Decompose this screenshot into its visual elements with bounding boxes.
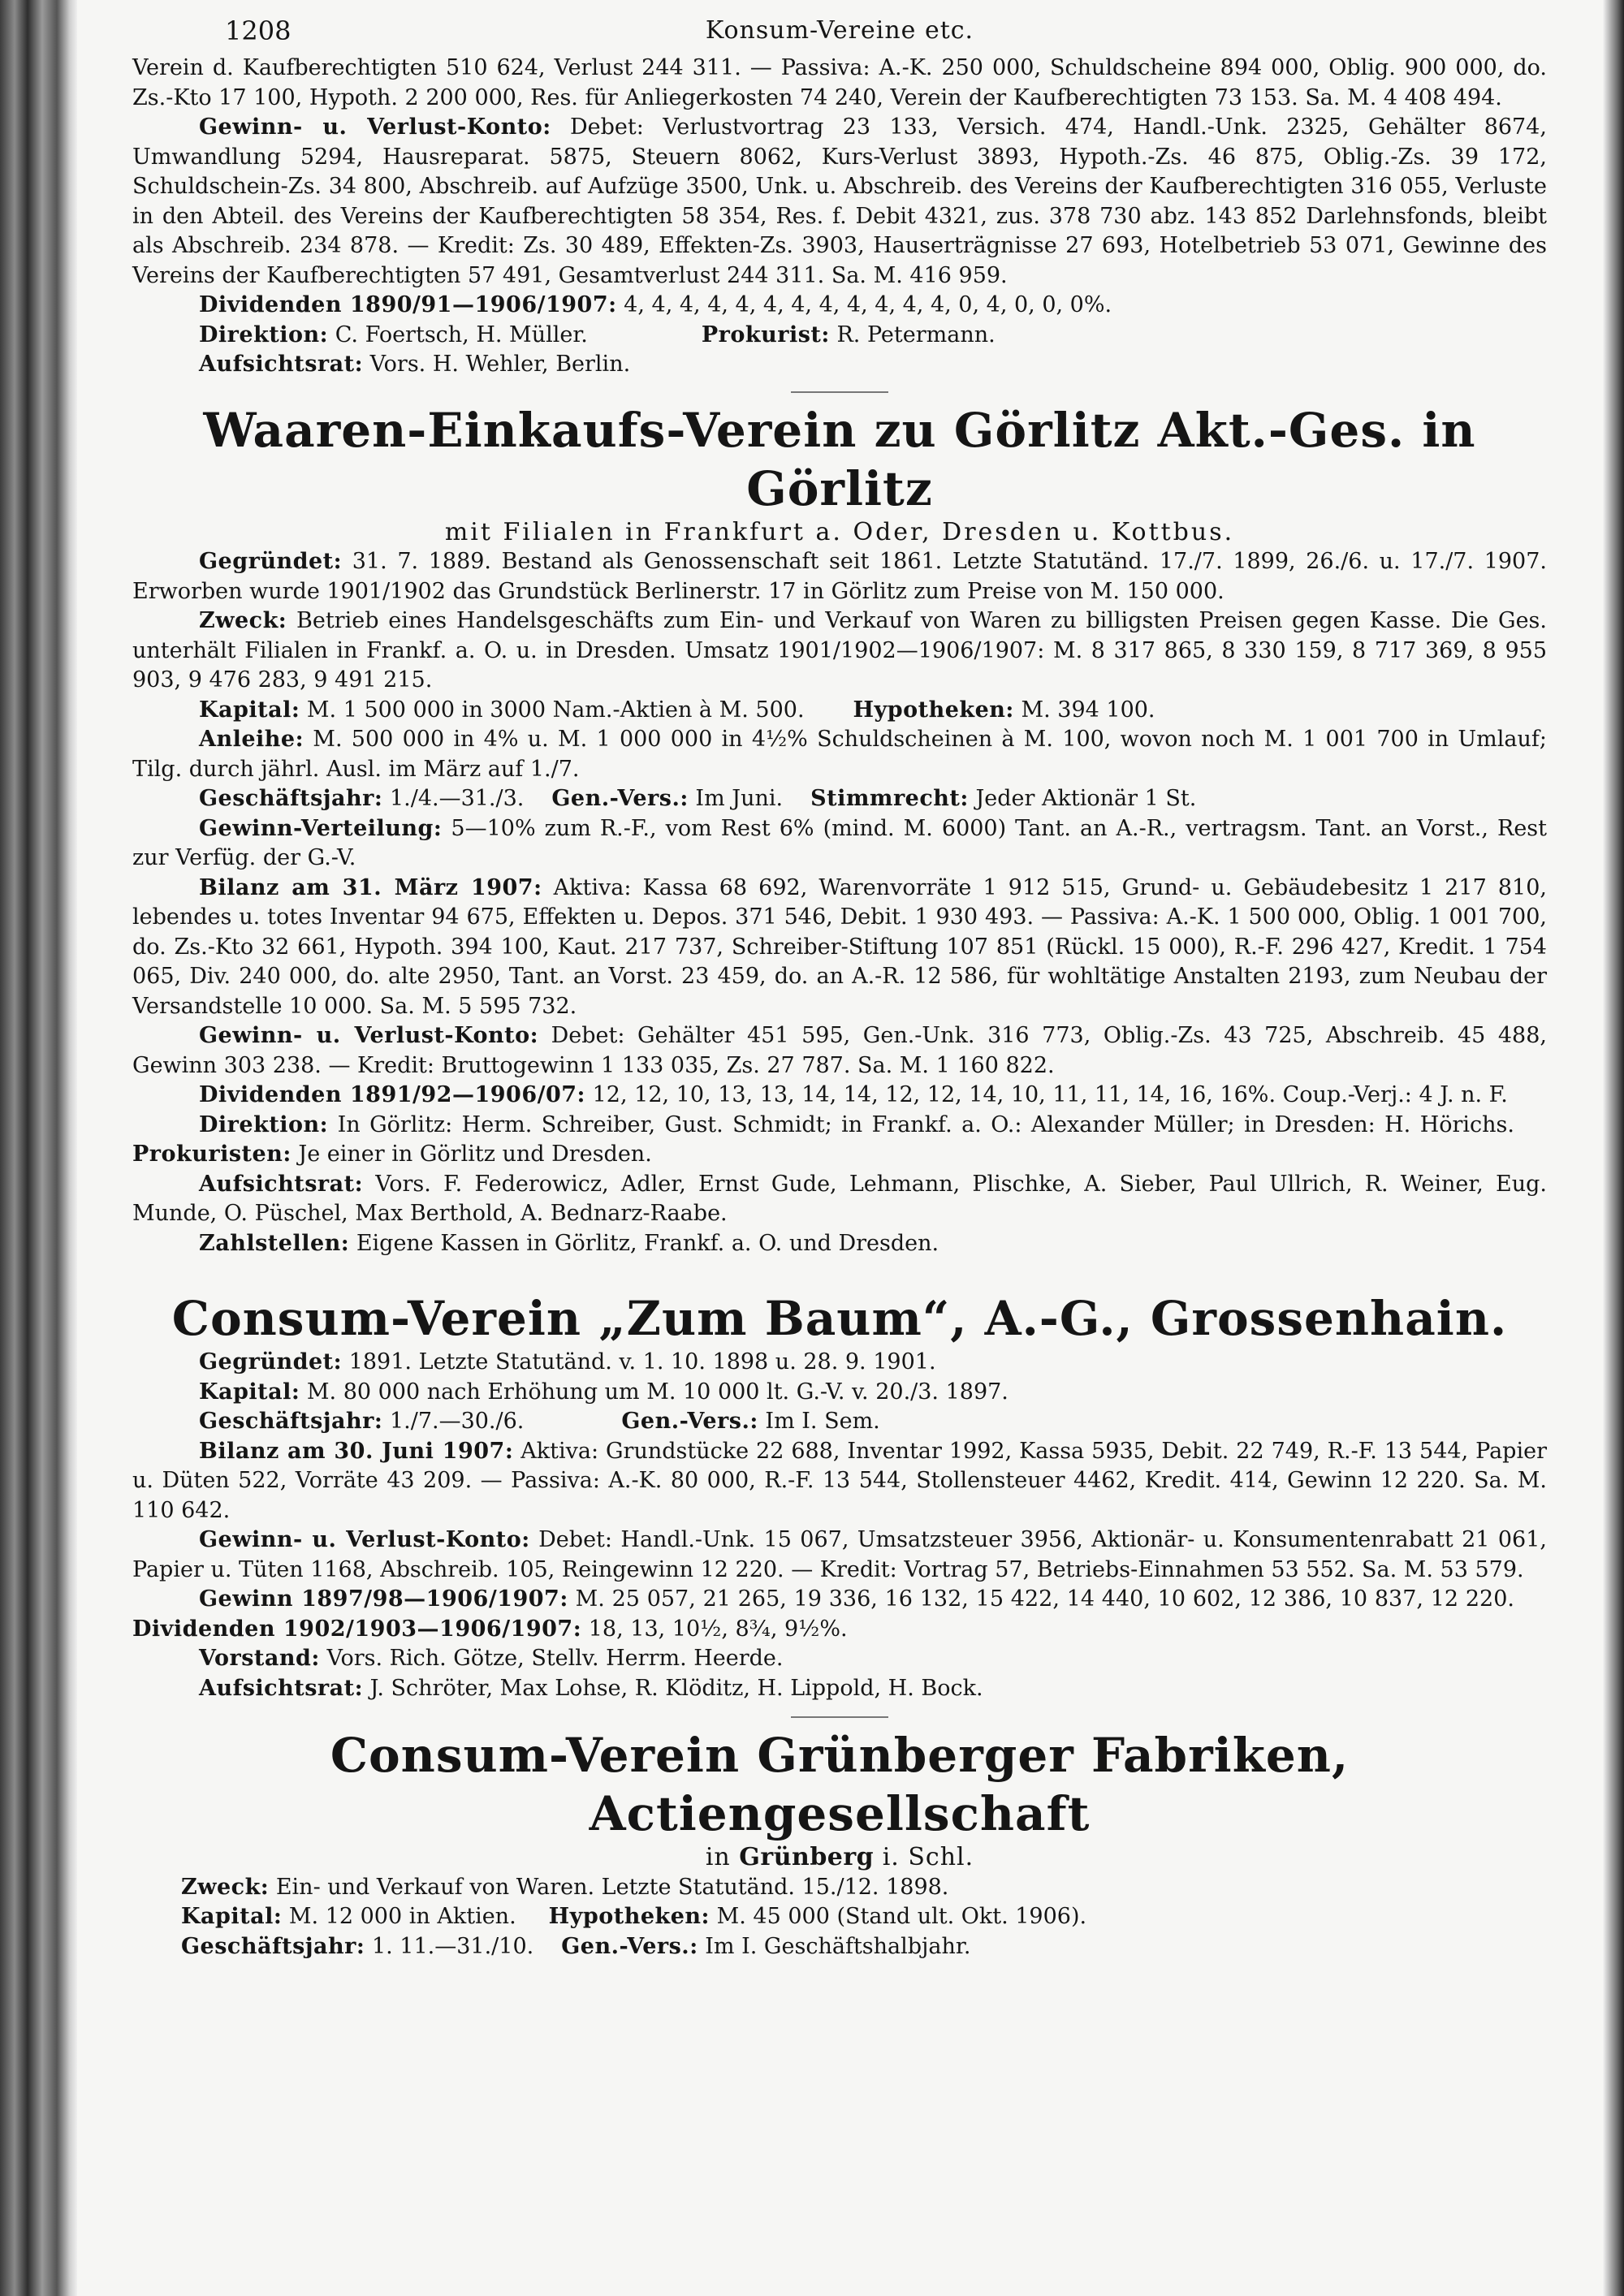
zahlstellen-label: Zahlstellen: [199, 1230, 350, 1256]
entry-consum-verein-gruenberger [132, 1726, 1547, 1962]
gv-konto-text: Debet: Handl.-Unk. 15 067, Umsatzsteuer 3956, Aktionär- u. Konsumentenrabatt 21 061, Papier u. Tüten 1168, Abschreib. 105, Reingewinn 12 220. — Kredit: Vortrag 57, Betriebs-Einnahmen 53 552. Sa. M. 53 579. [132, 1527, 1547, 1582]
stimmrecht-label: Stimmrecht: [810, 786, 969, 811]
hypotheken-label: Hypotheken: [548, 1904, 710, 1929]
entry-waaren-einkaufs-verein [132, 401, 1547, 1259]
gv-konto-label: Gewinn- u. Verlust-Konto: [199, 1527, 530, 1552]
entry-continued [132, 54, 1547, 380]
geschaeftsjahr-label: Geschäftsjahr: [181, 1933, 365, 1959]
gegruendet-text: 31. 7. 1889. Bestand als Genossenschaft seit 1861. Letzte Statutänd. 17./7. 1899, 26./6. u. 17./7. 1907. Erworben wurde 1901/1902 das Grundstück Berlinerstr. 17 in Görlitz zum Preise von M. 150 000. [132, 549, 1547, 604]
zweck-label: Zweck: [199, 608, 287, 633]
aufsichtsrat-text: J. Schröter, Max Lohse, R. Klöditz, H. Lippold, H. Bock. [363, 1675, 983, 1701]
hypotheken-text: M. 45 000 (Stand ult. Okt. 1906). [710, 1904, 1087, 1929]
entry-subtitle: mit Filialen in Frankfurt a. Oder, Dresden u. Kottbus. [444, 517, 1235, 546]
anleihe-paragraph [132, 725, 1547, 784]
gegruendet-paragraph [132, 1348, 1547, 1378]
direktion-label: Direktion: [199, 1111, 329, 1137]
geschaeftsjahr-text: 1./7.—30./6. [382, 1409, 525, 1434]
prev-div-label: Dividenden 1890/91—1906/1907: [199, 292, 617, 317]
page-content [132, 16, 1547, 1962]
geschaeftsjahr-paragraph [132, 1407, 1547, 1437]
direktion-text: In Görlitz: Herm. Schreiber, Gust. Schmidt; in Frankf. a. O.: Alexander Müller; in Dresden: H. Hörichs. [328, 1111, 1514, 1137]
page-header [132, 16, 1547, 54]
subtitle-prefix: in [705, 1843, 740, 1871]
bilanz-label: Bilanz am 31. März 1907: [199, 874, 542, 900]
prev-gv-text: Debet: Verlustvortrag 23 133, Versich. 474, Handl.-Unk. 2325, Gehälter 8674, Umwandlung 5294, Hausreparat. 5875, Steuern 8062, Kurs-Verlust 3893, Hypoth.-Zs. 46 875, Oblig.-Zs. 39 172, Schuldschein-Zs. 34 800, Abschreib. auf Aufzüge 3500, Unk. u. Abschreib. des Vereins der Kaufberechtigten 316 055, Verluste in den Abteil. des Vereins der Kaufberechtigten 58 354, Res. f. Debit 4321, zus. 378 730 abz. 143 852 Darlehnsfonds, bleibt als Abschreib. 234 878. — Kredit: Zs. 30 489, Effekten-Zs. 3903, Hauserträgnisse 27 693, Hotelbetrieb 53 071, Gewinne des Vereins der Kaufberechtigten 57 491, Gesamtverlust 244 311. Sa. M. 416 959. [132, 114, 1547, 288]
prev-gv-label: Gewinn- u. Verlust-Konto: [199, 114, 551, 140]
gewinn-verteilung-text: 5—10% zum R.-F., vom Rest 6% (mind. M. 6000) Tant. an A.-R., vertragsm. Tant. an Vorst., Rest zur Verfüg. der G.-V. [132, 815, 1547, 870]
aufsichtsrat-text: Vors. F. Federowicz, Adler, Ernst Gude, Lehmann, Plischke, A. Sieber, Paul Ullrich, R. Weiner, Eug. Munde, O. Püschel, Max Berthold, A. Bednarz-Raabe. [132, 1171, 1547, 1226]
prev-gv-paragraph [132, 113, 1547, 291]
section-divider [791, 1716, 888, 1718]
zweck-text: Betrieb eines Handelsgeschäfts zum Ein- und Verkauf von Waren zu billigsten Preisen gegen Kasse. Die Ges. unterhält Filialen in Frankf. a. O. u. in Dresden. Umsatz 1901/1902—1906/1907: M. 8 317 865, 8 330 159, 8 717 369, 8 955 903, 9 476 283, 9 491 215. [132, 608, 1547, 693]
section-divider [791, 391, 888, 393]
anleihe-text: M. 500 000 in 4% u. M. 1 000 000 in 4½% Schuldscheinen à M. 100, wovon noch M. 1 001 700 in Umlauf; Tilg. durch jährl. Ausl. im März auf 1./7. [132, 727, 1547, 782]
gen-vers-label: Gen.-Vers.: [621, 1409, 758, 1434]
zweck-label: Zweck: [181, 1874, 270, 1900]
entry-subtitle [132, 1843, 1547, 1873]
kapital-text: M. 12 000 in Aktien. [282, 1904, 516, 1929]
kapital-paragraph [132, 1378, 1547, 1408]
bilanz-paragraph [132, 874, 1547, 1022]
gegruendet-text: 1891. Letzte Statutänd. v. 1. 10. 1898 u. 28. 9. 1901. [342, 1349, 936, 1375]
anleihe-label: Anleihe: [199, 727, 304, 752]
prev-dir-label: Direktion: [199, 322, 329, 347]
gv-konto-label: Gewinn- u. Verlust-Konto: [199, 1023, 539, 1048]
prev-balance-paragraph: Verein d. Kaufberechtigten 510 624, Verlust 244 311. — Passiva: A.-K. 250 000, Schuldscheine 894 000, Oblig. 900 000, do. Zs.-Kto 17 100, Hypoth. 2 200 000, Res. für Anliegerkosten 74 240, Verein der Kaufberechtigten 73 153. Sa. M. 4 408 494. [132, 55, 1547, 110]
zweck-paragraph [132, 1873, 1547, 1903]
gv-konto-paragraph [132, 1526, 1547, 1585]
kapital-label: Kapital: [199, 697, 300, 723]
geschaeftsjahr-paragraph [132, 784, 1547, 814]
prokuristen-label: Prokuristen: [132, 1142, 292, 1167]
gen-vers-text: Im I. Geschäftshalbjahr. [698, 1933, 971, 1959]
dividenden-text: 12, 12, 10, 13, 13, 14, 14, 12, 12, 14, 10, 11, 11, 14, 16, 16%. Coup.-Verj.: 4 J. n. F. [585, 1082, 1508, 1107]
entry-title: Consum-Verein „Zum Baum“, A.-G., Grossenhain. [171, 1291, 1508, 1346]
gewinn-verteilung-label: Gewinn-Verteilung: [199, 815, 443, 841]
geschaeftsjahr-paragraph [132, 1932, 1547, 1962]
zweck-paragraph [132, 606, 1547, 696]
bilanz-text: Aktiva: Grundstücke 22 688, Inventar 1992, Kassa 5935, Debit. 22 749, R.-F. 13 544, Papier u. Düten 522, Vorräte 43 209. — Passiva: A.-K. 80 000, R.-F. 13 544, Stollensteuer 4462, Kredit. 414, Gewinn 12 220. Sa. M. 110 642. [132, 1438, 1547, 1523]
book-binding [0, 0, 77, 2296]
gewinn-paragraph [132, 1585, 1547, 1644]
dividenden-text: 18, 13, 10½, 8¾, 9½%. [581, 1616, 848, 1642]
hypotheken-text: M. 394 100. [1013, 697, 1155, 723]
aufsichtsrat-label: Aufsichtsrat: [199, 1171, 364, 1197]
entry-title: Waaren-Einkaufs-Verein zu Görlitz Akt.-Ges. in Görlitz [203, 402, 1476, 516]
gewinn-label: Gewinn 1897/98—1906/1907: [199, 1586, 568, 1612]
gen-vers-text: Im I. Sem. [758, 1409, 880, 1434]
prev-dividends [132, 291, 1547, 321]
prev-dir-text: C. Foertsch, H. Müller. [328, 322, 588, 347]
kapital-label: Kapital: [199, 1379, 300, 1405]
page-edge-shadow [1603, 0, 1624, 2296]
stimmrecht-text: Jeder Aktionär 1 St. [968, 786, 1197, 811]
subtitle-suffix: i. Schl. [874, 1843, 974, 1871]
vorstand-paragraph [132, 1644, 1547, 1674]
entry-consum-verein-zum-baum [132, 1289, 1547, 1703]
gv-konto-text: Debet: Gehälter 451 595, Gen.-Unk. 316 773, Oblig.-Zs. 43 725, Abschreib. 45 488, Gewinn 303 238. — Kredit: Bruttogewinn 1 133 035, Zs. 27 787. Sa. M. 1 160 822. [132, 1023, 1547, 1078]
geschaeftsjahr-label: Geschäftsjahr: [199, 1409, 383, 1434]
direktion-paragraph [132, 1111, 1547, 1170]
bilanz-text: Aktiva: Kassa 68 692, Warenvorräte 1 912 515, Grund- u. Gebäudebesitz 1 217 810, lebendes u. totes Inventar 94 675, Effekten u. Depos. 371 546, Debit. 1 930 493. — Passiva: A.-K. 1 500 000, Oblig. 1 001 700, do. Zs.-Kto 32 661, Hypoth. 394 100, Kaut. 217 737, Schreiber-Stiftung 107 851 (Rückl. 15 000), R.-F. 296 427, Kredit. 1 754 065, Div. 240 000, do. alte 2950, Tant. an Vorst. 23 459, do. an A.-R. 12 586, für wohltätige Anstalten 2193, zum Neubau der Versandstelle 10 000. Sa. M. 5 595 732. [132, 874, 1547, 1019]
gewinn-verteilung-paragraph [132, 814, 1547, 874]
geschaeftsjahr-text: 1./4.—31./3. [382, 786, 525, 811]
geschaeftsjahr-text: 1. 11.—31./10. [365, 1933, 534, 1959]
gewinn-text: M. 25 057, 21 265, 19 336, 16 132, 15 422, 14 440, 10 602, 12 386, 10 837, 12 220. [568, 1586, 1514, 1612]
prokuristen-text: Je einer in Görlitz und Dresden. [291, 1142, 652, 1167]
aufsichtsrat-label: Aufsichtsrat: [199, 1675, 364, 1701]
prev-direktion [132, 321, 1547, 351]
gv-konto-paragraph [132, 1021, 1547, 1081]
dividenden-label: Dividenden 1902/1903—1906/1907: [132, 1616, 582, 1642]
geschaeftsjahr-label: Geschäftsjahr: [199, 786, 383, 811]
prev-auf-label: Aufsichtsrat: [199, 352, 364, 377]
page-number: 1208 [225, 15, 292, 46]
bilanz-label: Bilanz am 30. Juni 1907: [199, 1438, 514, 1464]
hypotheken-label: Hypotheken: [853, 697, 1014, 723]
section-spacer [791, 1280, 888, 1281]
gegruendet-paragraph [132, 547, 1547, 606]
entry-title: Consum-Verein Grünberger Fabriken, Actiengesellschaft [330, 1728, 1350, 1841]
running-title: Konsum-Vereine etc. [705, 16, 974, 45]
gegruendet-label: Gegründet: [199, 1349, 343, 1375]
kapital-text: M. 1 500 000 in 3000 Nam.-Aktien à M. 500. [300, 697, 805, 723]
gen-vers-text: Im Juni. [688, 786, 784, 811]
aufsichtsrat-paragraph [132, 1674, 1547, 1704]
zahlstellen-text: Eigene Kassen in Görlitz, Frankf. a. O. und Dresden. [349, 1230, 939, 1256]
dividenden-paragraph [132, 1081, 1547, 1111]
kapital-paragraph [132, 1902, 1547, 1932]
gen-vers-label: Gen.-Vers.: [561, 1933, 698, 1959]
prev-auf-text: Vors. H. Wehler, Berlin. [363, 352, 631, 377]
prev-prok-text: R. Petermann. [829, 322, 996, 347]
aufsichtsrat-paragraph [132, 1170, 1547, 1229]
prev-div-text: 4, 4, 4, 4, 4, 4, 4, 4, 4, 4, 4, 4, 0, 4, 0, 0, 0%. [616, 292, 1112, 317]
kapital-paragraph [132, 696, 1547, 726]
prev-prok-label: Prokurist: [701, 322, 830, 347]
dividenden-label: Dividenden 1891/92—1906/07: [199, 1082, 586, 1107]
bilanz-paragraph [132, 1437, 1547, 1526]
gegruendet-label: Gegründet: [199, 549, 343, 574]
subtitle-city: Grünberg [739, 1843, 875, 1871]
zahlstellen-paragraph [132, 1229, 1547, 1259]
kapital-text: M. 80 000 nach Erhöhung um M. 10 000 lt. G.-V. v. 20./3. 1897. [300, 1379, 1009, 1405]
vorstand-label: Vorstand: [199, 1646, 320, 1671]
zweck-text: Ein- und Verkauf von Waren. Letzte Statutänd. 15./12. 1898. [269, 1874, 949, 1900]
gen-vers-label: Gen.-Vers.: [551, 786, 689, 811]
kapital-label: Kapital: [181, 1904, 283, 1929]
vorstand-text: Vors. Rich. Götze, Stellv. Herrm. Heerde. [319, 1646, 784, 1671]
prev-aufsichtsrat [132, 350, 1547, 380]
